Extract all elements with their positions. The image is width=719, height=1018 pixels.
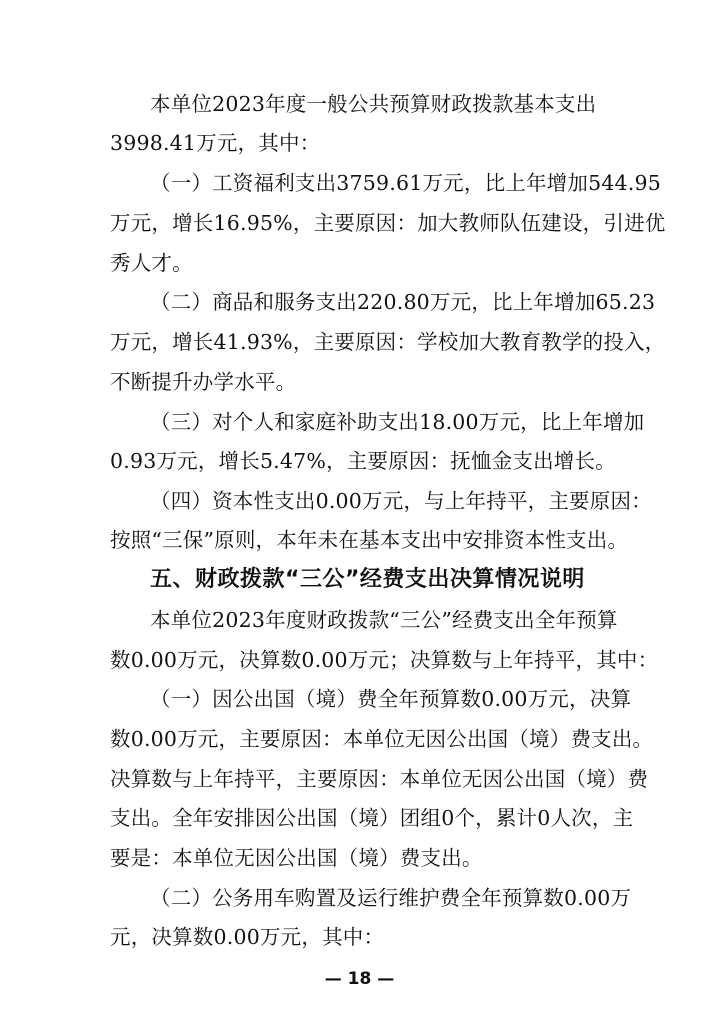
text-line: 支出。全年安排因公出国（境）团组0个，累计0人次，主 bbox=[110, 806, 634, 830]
text-line: 数0.00万元，决算数0.00万元；决算数与上年持平，其中： bbox=[110, 648, 659, 672]
text-line: 万元，增长16.95%，主要原因：加大教师队伍建设，引进优 bbox=[110, 211, 666, 235]
text-line: 数0.00万元，主要原因：本单位无因公出国（境）费支出。 bbox=[110, 727, 654, 751]
text-line: 决算数与上年持平，主要原因：本单位无因公出国（境）费 bbox=[110, 767, 649, 791]
text-line: （一）因公出国（境）费全年预算数0.00万元，决算 bbox=[150, 687, 632, 711]
text-line: 按照“三保”原则，本年未在基本支出中安排资本性支出。 bbox=[110, 528, 629, 552]
text-line: （四）资本性支出0.00万元，与上年持平，主要原因： bbox=[150, 489, 652, 513]
text-line: 3998.41万元，其中： bbox=[110, 131, 321, 155]
text-line: 本单位2023年度一般公共预算财政拨款基本支出 bbox=[150, 92, 597, 116]
text-line: 要是：本单位无因公出国（境）费支出。 bbox=[110, 846, 483, 870]
text-line: 0.93万元，增长5.47%，主要原因：抚恤金支出增长。 bbox=[110, 449, 616, 473]
page-number: — 18 — bbox=[324, 969, 395, 989]
text-line: （三）对个人和家庭补助支出18.00万元，比上年增加 bbox=[150, 410, 645, 434]
text-line: 元，决算数0.00万元，其中： bbox=[110, 925, 385, 949]
text-line: 本单位2023年度财政拨款“三公”经费支出全年预算 bbox=[150, 608, 618, 632]
text-line: （二）公务用车购置及运行维护费全年预算数0.00万 bbox=[150, 886, 632, 910]
text-line: （二）商品和服务支出220.80万元，比上年增加65.23 bbox=[150, 290, 656, 314]
section-heading: 五、财政拨款“三公”经费支出决算情况说明 bbox=[150, 567, 585, 592]
text-line: （一）工资福利支出3759.61万元，比上年增加544.95 bbox=[150, 171, 662, 195]
text-line: 万元，增长41.93%，主要原因：学校加大教育教学的投入， bbox=[110, 330, 666, 354]
text-line: 不断提升办学水平。 bbox=[110, 370, 297, 394]
text-line: 秀人才。 bbox=[110, 251, 193, 275]
